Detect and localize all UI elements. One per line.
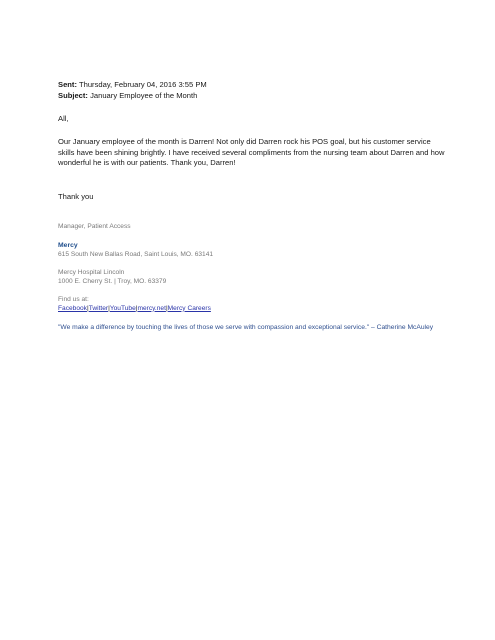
signature-address: 615 South New Ballas Road, Saint Louis, MO. 63141 bbox=[58, 250, 214, 258]
closing: Thank you bbox=[58, 191, 94, 201]
link-separator: | bbox=[86, 304, 89, 312]
mercy-net-link[interactable]: mercy.net bbox=[137, 304, 166, 312]
facebook-link[interactable]: Facebook bbox=[58, 304, 87, 312]
email-document bbox=[58, 80, 448, 332]
link-separator: | bbox=[135, 304, 138, 312]
signature-title: Manager, Patient Access bbox=[58, 222, 131, 230]
youtube-link[interactable]: YouTube bbox=[109, 304, 136, 312]
social-links bbox=[58, 304, 448, 313]
link-separator: | bbox=[165, 304, 168, 312]
twitter-link[interactable]: Twitter bbox=[88, 304, 109, 312]
signature-quote: "We make a difference by touching the lives of those we serve with compassion and exceptional service." – Catherine McAuley bbox=[58, 323, 434, 331]
find-us-label: Find us at: bbox=[58, 295, 89, 303]
mercy-careers-link[interactable]: Mercy Careers bbox=[167, 304, 211, 312]
signature-org: Mercy bbox=[58, 241, 78, 249]
subject-line bbox=[58, 91, 448, 102]
location-address: 1000 E. Cherry St. | Troy, MO. 63379 bbox=[58, 277, 167, 285]
greeting: All, bbox=[58, 114, 69, 123]
sent-label: Sent: bbox=[58, 80, 77, 89]
sent-value: Thursday, February 04, 2016 3:55 PM bbox=[78, 80, 207, 89]
location-name: Mercy Hospital Lincoln bbox=[58, 268, 125, 276]
subject-label: Subject: bbox=[58, 90, 88, 100]
sent-line bbox=[58, 80, 448, 91]
link-separator: | bbox=[108, 304, 110, 312]
email-body: Our January employee of the month is Darren! Not only did Darren rock his POS goal, but his customer service skills have been shining brightly. I have received several compliments from the nursing team about Darren and how wonderful he is with our patients. Thank you, Darren! bbox=[58, 137, 445, 167]
subject-value: January Employee of the Month bbox=[90, 90, 198, 100]
